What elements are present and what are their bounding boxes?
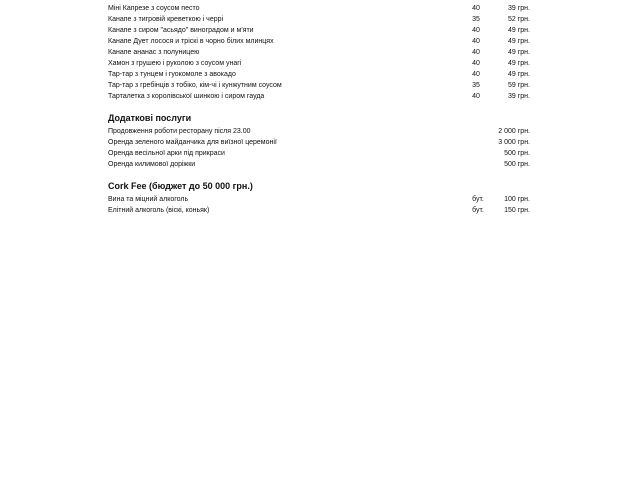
- item-quantity: 40: [472, 49, 480, 56]
- item-name: Тар-тар з тунцем і гуокомоле з авокадо: [108, 71, 236, 78]
- cork-fee-price: 100 грн.: [504, 196, 530, 203]
- item-price: 49 грн.: [508, 49, 530, 56]
- item-quantity: 40: [472, 60, 480, 67]
- item-price: 49 грн.: [508, 38, 530, 45]
- service-row: [108, 126, 530, 137]
- cork-fee-unit: бут.: [472, 207, 484, 214]
- service-row: [108, 137, 530, 148]
- canape-row: [108, 80, 530, 91]
- item-price: 49 грн.: [508, 71, 530, 78]
- item-price: 59 грн.: [508, 82, 530, 89]
- canape-row: [108, 25, 530, 36]
- service-row: [108, 148, 530, 159]
- canape-row: [108, 36, 530, 47]
- service-name: Оренда весільної арки під прикраси: [108, 150, 225, 157]
- item-name: Канапе з сиром "асьядо" виноградом и м'яти: [108, 27, 254, 34]
- item-name: Канапе Дует лосося и тріскі в чорно білих млинцях: [108, 38, 274, 45]
- item-price: 39 грн.: [508, 93, 530, 100]
- service-price: 500 грн.: [504, 150, 530, 157]
- canape-row: [108, 47, 530, 58]
- canape-row: [108, 69, 530, 80]
- item-quantity: 40: [472, 5, 480, 12]
- item-price: 39 грн.: [508, 5, 530, 12]
- item-quantity: 40: [472, 27, 480, 34]
- item-name: Канапе ананас з полуницею: [108, 49, 200, 56]
- service-row: [108, 159, 530, 170]
- cork-fee-name: Вина та міцний алкоголь: [108, 196, 189, 203]
- cork-fee-name: Елітний алкоголь (віскі, коньяк): [108, 207, 210, 214]
- item-name: Тар-тар з гребінців з тобіко, кім-чі і кунжутним соусом: [108, 82, 282, 89]
- cork-fee-row: [108, 194, 530, 205]
- item-quantity: 35: [472, 16, 480, 23]
- item-name: Міні Капрезе з соусом песто: [108, 5, 200, 12]
- service-name: Оренда килимової доріжки: [108, 161, 196, 168]
- canape-row: [108, 14, 530, 25]
- service-price: 500 грн.: [504, 161, 530, 168]
- item-quantity: 40: [472, 93, 480, 100]
- canape-row: [108, 58, 530, 69]
- item-name: Хамон з грушею і руколою з соусом унагі: [108, 60, 242, 67]
- item-price: 49 грн.: [508, 60, 530, 67]
- section-title-cork-fee: Cork Fee (бюджет до 50 000 грн.): [108, 181, 253, 191]
- cork-fee-price: 150 грн.: [504, 207, 530, 214]
- item-quantity: 40: [472, 71, 480, 78]
- item-price: 52 грн.: [508, 16, 530, 23]
- service-name: Оренда зеленого майданчика для виїзної церемонії: [108, 139, 277, 146]
- item-name: Канапе з тигровій креветкою і черрі: [108, 16, 224, 23]
- canape-row: [108, 91, 530, 102]
- item-quantity: 40: [472, 38, 480, 45]
- canape-row: [108, 3, 530, 14]
- cork-fee-row: [108, 205, 530, 216]
- item-name: Тарталетка з королівської шинкою і сиром гауда: [108, 93, 265, 100]
- section-title-services: Додаткові послуги: [108, 113, 192, 123]
- item-quantity: 35: [472, 82, 480, 89]
- cork-fee-unit: бут.: [472, 196, 484, 203]
- service-price: 2 000 грн.: [498, 128, 530, 135]
- service-price: 3 000 грн.: [498, 139, 530, 146]
- item-price: 49 грн.: [508, 27, 530, 34]
- service-name: Продовження роботи ресторану після 23.00: [108, 128, 251, 135]
